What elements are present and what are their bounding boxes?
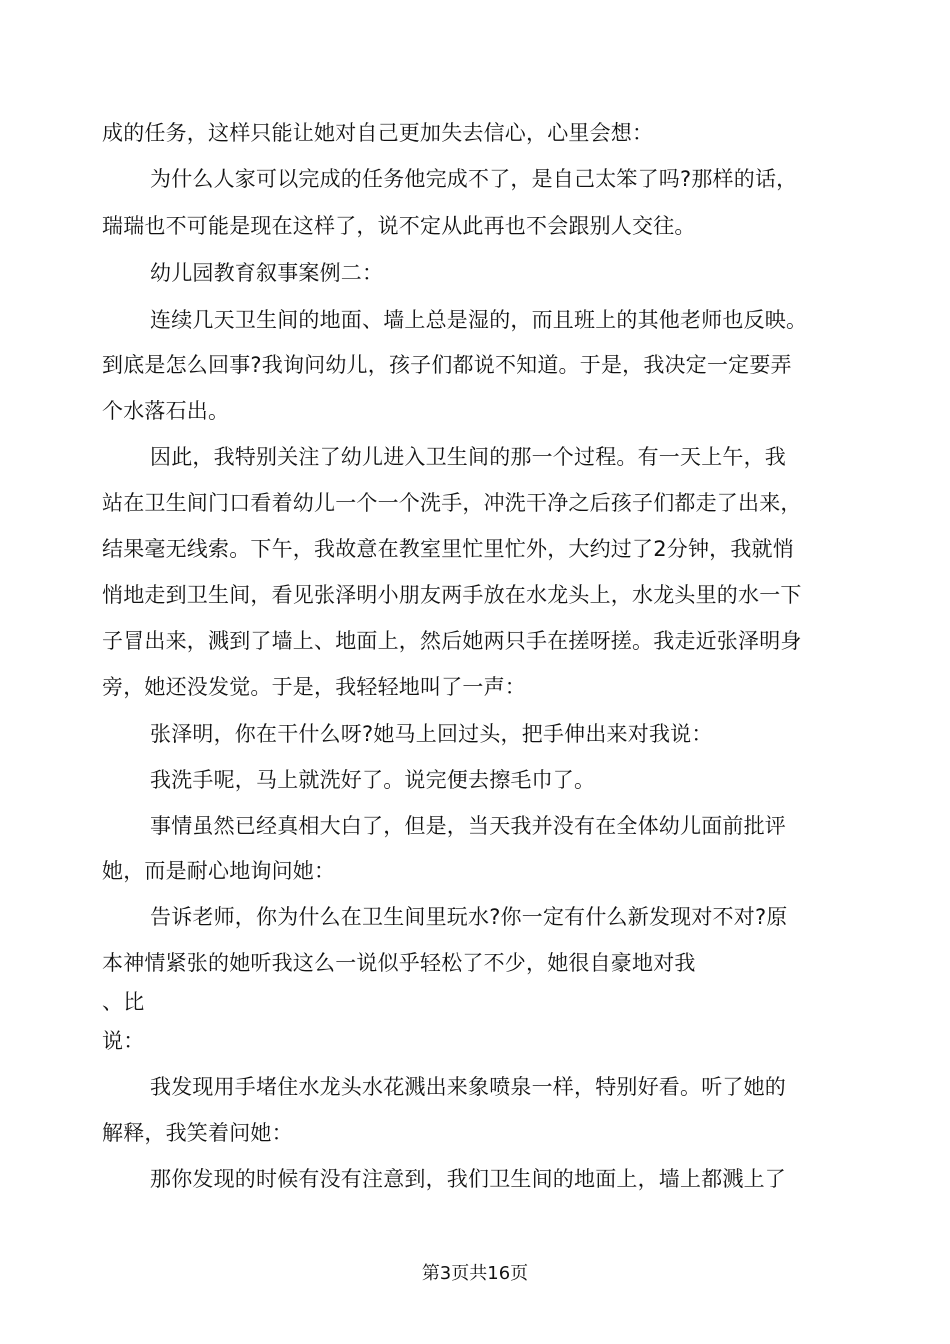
text-line: 告诉老师，你为什么在卫生间里玩水?你一定有什么新发现对不对?原 [150, 905, 788, 929]
text-line: 事情虽然已经真相大白了，但是，当天我并没有在全体幼儿面前批评 [150, 814, 786, 838]
text-line: 个水落石出。 [102, 399, 230, 423]
text-line: 成的任务，这样只能让她对自己更加失去信心，心里会想： [102, 121, 654, 145]
page-number: 第3页共16页 [421, 1263, 529, 1284]
text-line: 解释，我笑着问她： [102, 1121, 293, 1145]
text-line: 、比 [102, 990, 145, 1014]
text-line: 我发现用手堵住水龙头水花溅出来象喷泉一样，特别好看。听了她的 [150, 1075, 786, 1099]
text-line: 为什么人家可以完成的任务他完成不了，是自己太笨了吗?那样的话， [150, 167, 798, 191]
text-line: 悄地走到卫生间，看见张泽明小朋友两手放在水龙头上，水龙头里的水一下 [102, 583, 802, 607]
text-line: 说： [102, 1029, 145, 1053]
text-line: 那你发现的时候有没有注意到，我们卫生间的地面上，墙上都溅上了 [150, 1167, 786, 1191]
text-line: 本神情紧张的她听我这么一说似乎轻松了不少，她很自豪地对我 [102, 951, 696, 975]
text-line: 站在卫生间门口看着幼儿一个一个洗手，冲洗干净之后孩子们都走了出来， [102, 491, 802, 515]
text-line: 张泽明，你在干什么呀?她马上回过头，把手伸出来对我说： [150, 722, 713, 746]
text-line: 因此，我特别关注了幼儿进入卫生间的那一个过程。有一天上午，我 [150, 445, 786, 469]
text-line: 瑞瑞也不可能是现在这样了，说不定从此再也不会跟别人交往。 [102, 214, 696, 238]
text-line: 连续几天卫生间的地面、墙上总是湿的，而且班上的其他老师也反映。 [150, 308, 808, 332]
text-line: 到底是怎么回事?我询问幼儿，孩子们都说不知道。于是，我决定一定要弄 [102, 353, 792, 377]
text-line: 子冒出来，溅到了墙上、地面上，然后她两只手在搓呀搓。我走近张泽明身 [102, 629, 802, 653]
text-line: 我洗手呢，马上就洗好了。说完便去擦毛巾了。 [150, 768, 596, 792]
section-heading: 幼儿园教育叙事案例二： [150, 261, 384, 285]
text-line: 结果毫无线索。下午，我故意在教室里忙里忙外，大约过了2分钟，我就悄 [102, 537, 794, 561]
text-line: 旁，她还没发觉。于是，我轻轻地叫了一声： [102, 675, 526, 699]
text-line: 她，而是耐心地询问她： [102, 859, 336, 883]
